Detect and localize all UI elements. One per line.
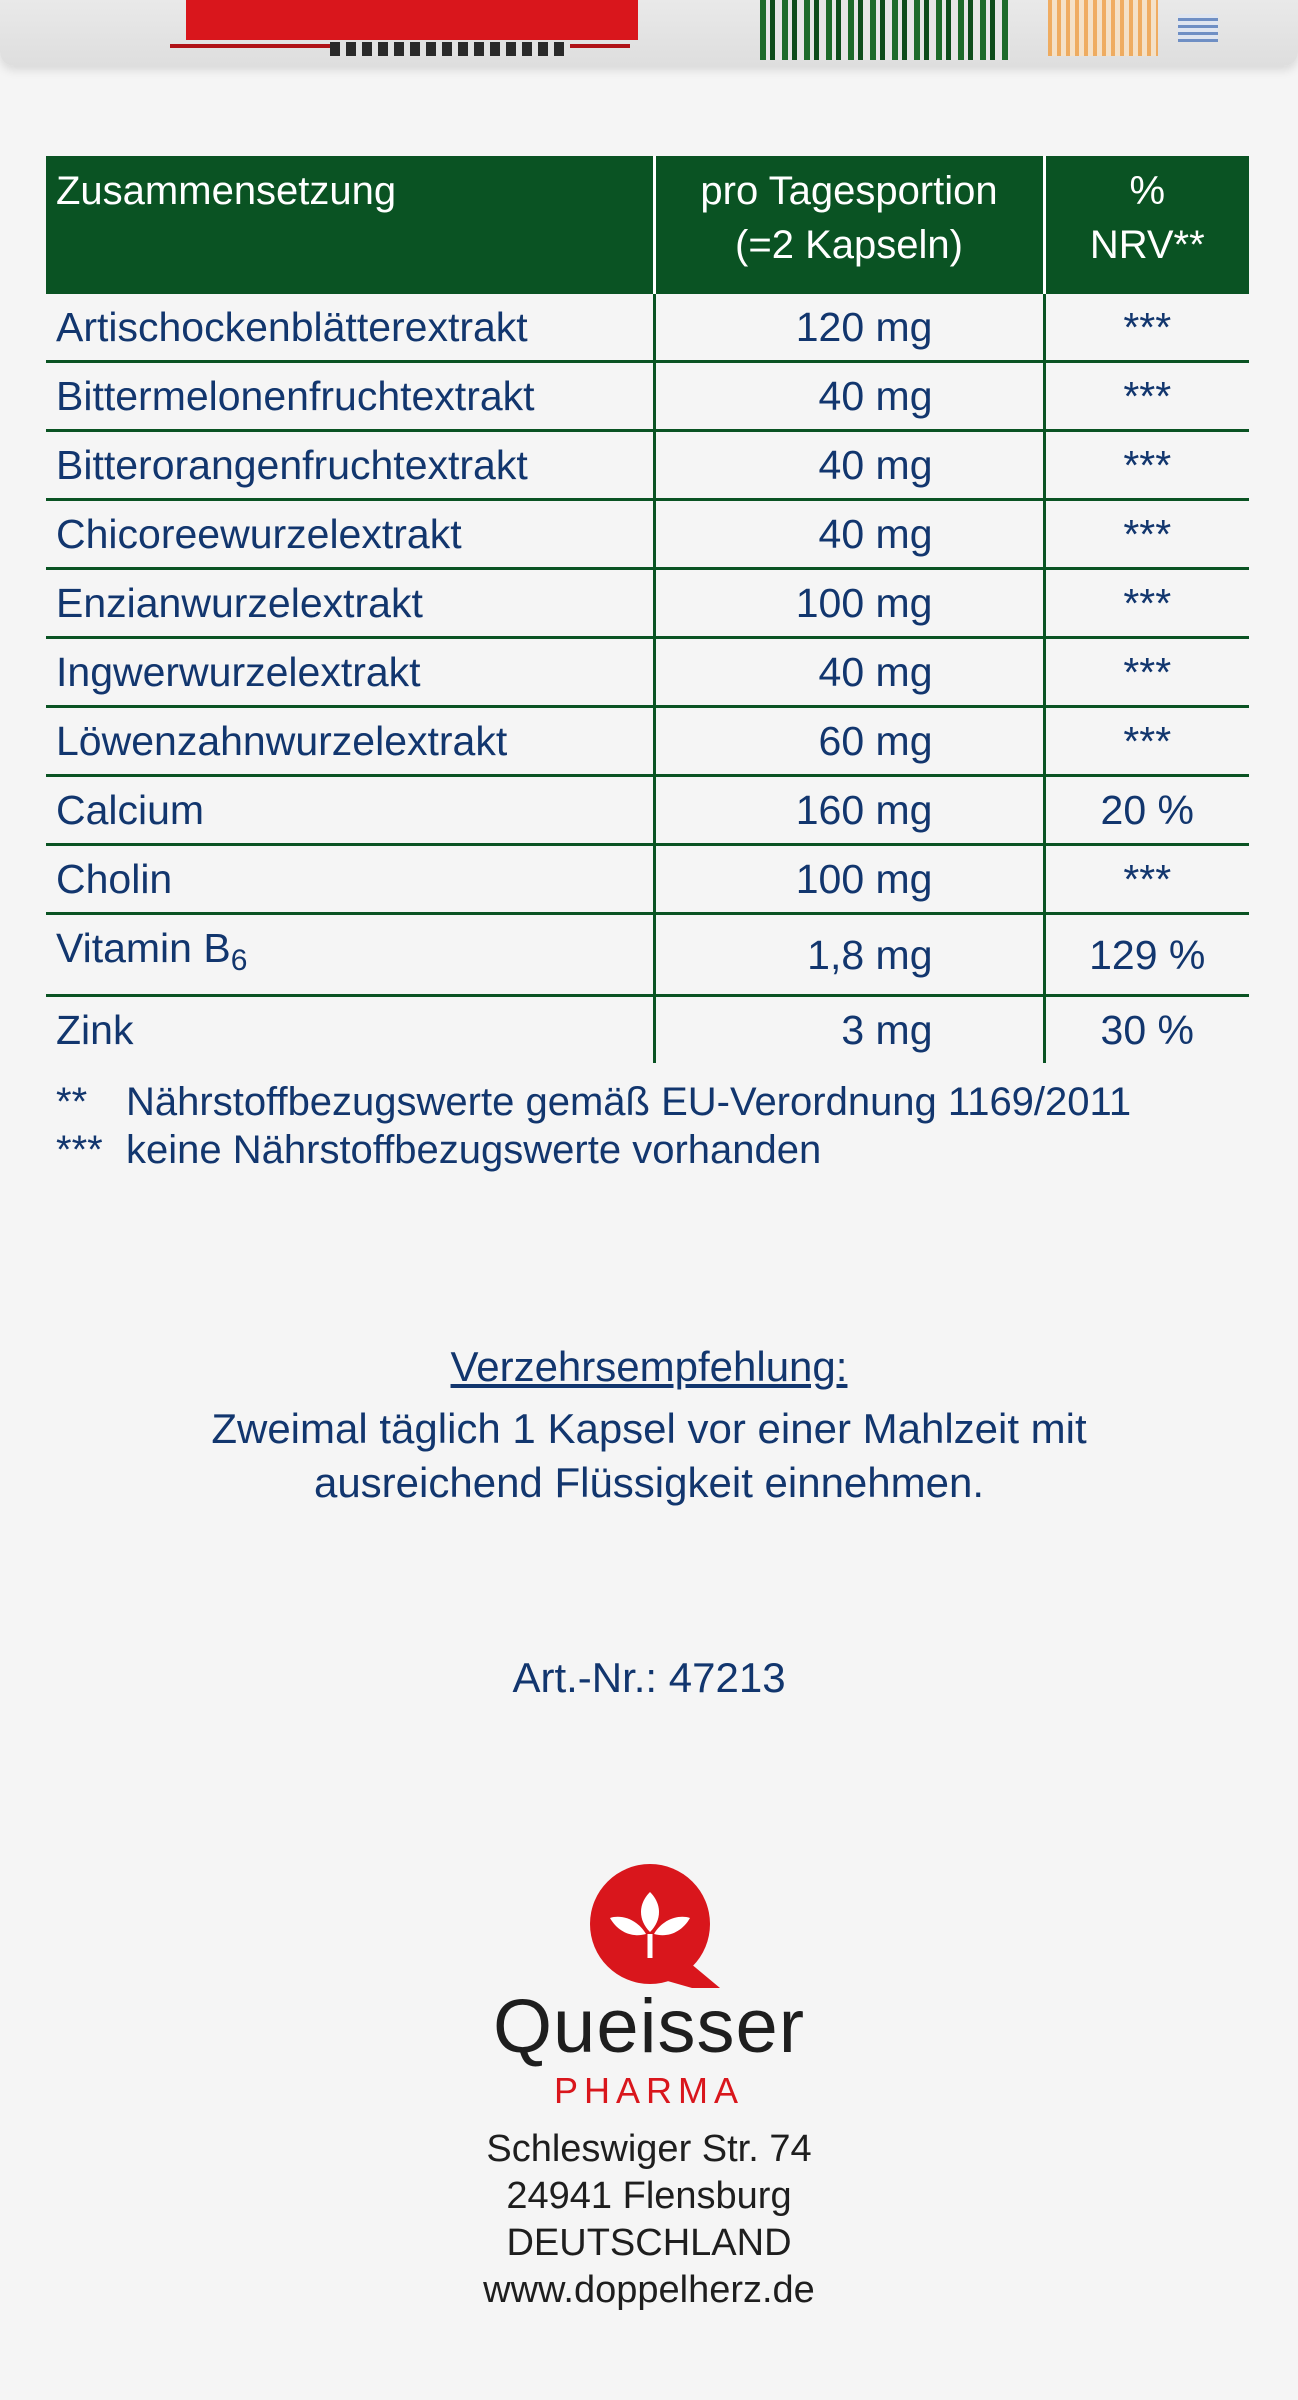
recommendation-line: ausreichend Flüssigkeit einnehmen.	[313, 1459, 985, 1506]
table-row	[46, 431, 1249, 500]
ingredient-name: Calcium	[46, 776, 654, 845]
package-top-strip	[0, 0, 1298, 66]
ingredient-name	[46, 914, 654, 996]
table-row	[46, 914, 1249, 996]
ingredient-amount: 100 mg	[654, 569, 1044, 638]
package-red-band	[186, 0, 638, 40]
vitamin-b-label: Vitamin B	[56, 925, 231, 971]
recommendation-title: Verzehrsempfehlung:	[450, 1343, 848, 1390]
header-nrv: % NRV**	[1044, 156, 1249, 294]
table-row	[46, 707, 1249, 776]
table-row	[46, 845, 1249, 914]
nutrition-table	[46, 156, 1249, 1063]
ingredient-amount: 40 mg	[654, 638, 1044, 707]
ingredient-amount: 120 mg	[654, 294, 1044, 362]
ingredient-name: Zink	[56, 1007, 134, 1053]
ingredient-amount: 40 mg	[654, 431, 1044, 500]
ingredient-nrv: ***	[1044, 707, 1249, 776]
package-green-band	[760, 0, 1010, 60]
ingredient-nrv: ***	[1044, 294, 1249, 362]
ingredient-name: Cholin	[46, 845, 654, 914]
company-address	[0, 2126, 1298, 2314]
article-number: Art.-Nr.: 47213	[512, 1654, 786, 1701]
ingredient-nrv: ***	[1044, 569, 1249, 638]
ingredient-nrv: 20 %	[1044, 776, 1249, 845]
address-city: 24941 Flensburg	[506, 2175, 792, 2217]
package-dark-band	[330, 42, 570, 56]
footnote-mark: ***	[56, 1128, 103, 1172]
recommendation-line: Zweimal täglich 1 Kapsel vor einer Mahlzeit mit	[211, 1405, 1087, 1452]
table-row	[46, 500, 1249, 569]
table-header-row	[46, 156, 1249, 294]
footnote-text: Nährstoffbezugswerte gemäß EU-Verordnung 1169/2011	[126, 1080, 1132, 1124]
address-country: DEUTSCHLAND	[506, 2222, 792, 2264]
ingredient-nrv: 129 %	[1044, 914, 1249, 996]
table-row	[46, 638, 1249, 707]
footnote-text: keine Nährstoffbezugswerte vorhanden	[126, 1128, 822, 1172]
queisser-logo-icon	[584, 1862, 720, 1988]
table-row	[46, 294, 1249, 362]
ingredient-amount: 40 mg	[654, 500, 1044, 569]
footnote-nrv	[56, 1078, 1131, 1126]
brand-name: Queisser	[492, 1984, 806, 2069]
ingredient-amount: 160 mg	[654, 776, 1044, 845]
ingredient-name: Bittermelonenfruchtextrakt	[46, 362, 654, 431]
ingredient-amount: 100 mg	[654, 845, 1044, 914]
header-composition: Zusammensetzung	[46, 156, 654, 294]
ingredient-name: Chicoreewurzelextrakt	[46, 500, 654, 569]
package-orange-band	[1048, 0, 1158, 56]
ingredient-name: Artischockenblätterextrakt	[46, 294, 654, 362]
footnote-no-nrv	[56, 1126, 1131, 1174]
table-row	[46, 996, 1249, 1064]
address-street: Schleswiger Str. 74	[486, 2128, 812, 2170]
ingredient-nrv: ***	[1044, 638, 1249, 707]
ingredient-nrv: ***	[1044, 845, 1249, 914]
table-row	[46, 362, 1249, 431]
ingredient-amount: 60 mg	[654, 707, 1044, 776]
footnote-mark: **	[56, 1080, 88, 1124]
ingredient-amount: 1,8 mg	[654, 914, 1044, 996]
vitamin-b-subscript: 6	[230, 944, 248, 977]
header-daily-portion: pro Tagesportion (=2 Kapseln)	[654, 156, 1044, 294]
package-blue-band	[1178, 14, 1218, 42]
table-row	[46, 776, 1249, 845]
ingredient-nrv: 30 %	[1044, 996, 1249, 1064]
ingredient-nrv: ***	[1044, 500, 1249, 569]
ingredient-name: Enzianwurzelextrakt	[46, 569, 654, 638]
ingredient-nrv: ***	[1044, 362, 1249, 431]
ingredient-nrv: ***	[1044, 431, 1249, 500]
footnotes	[56, 1078, 1131, 1174]
ingredient-amount: 40 mg	[654, 362, 1044, 431]
ingredient-amount: 3 mg	[654, 996, 1044, 1064]
ingredient-name: Löwenzahnwurzelextrakt	[46, 707, 654, 776]
ingredient-name: Bitterorangenfruchtextrakt	[46, 431, 654, 500]
ingredient-name: Ingwerwurzelextrakt	[46, 638, 654, 707]
website-link: www.doppelherz.de	[483, 2269, 815, 2311]
table-row	[46, 569, 1249, 638]
brand-subtitle: PHARMA	[553, 2070, 745, 2111]
dosage-recommendation	[0, 1340, 1298, 1510]
